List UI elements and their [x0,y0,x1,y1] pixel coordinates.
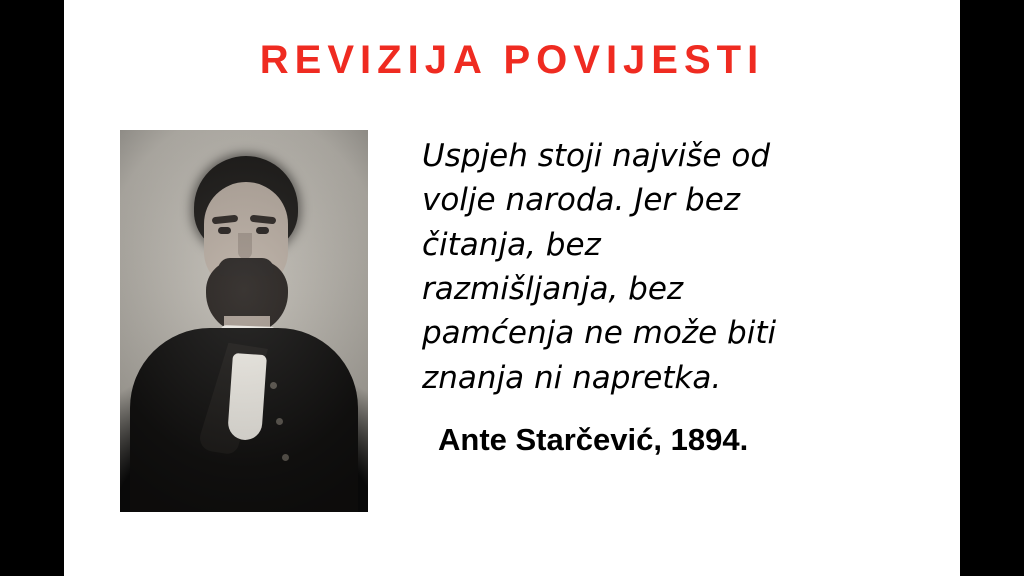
page-title: REVIZIJA POVIJESTI [259,38,765,82]
quote-text: Uspjeh stoji najviše od volje naroda. Jer bez čitanja, bez razmišljanja, bez pamćenja ne može biti znanja ni napretka. [422,138,777,396]
quote-attribution: Ante Starčević, 1894. [438,421,749,457]
portrait-vignette [120,130,368,512]
portrait-photo [120,130,368,512]
quote-block [422,130,936,458]
slide [64,0,960,576]
slide-content [120,130,936,512]
portrait-image [120,130,368,512]
